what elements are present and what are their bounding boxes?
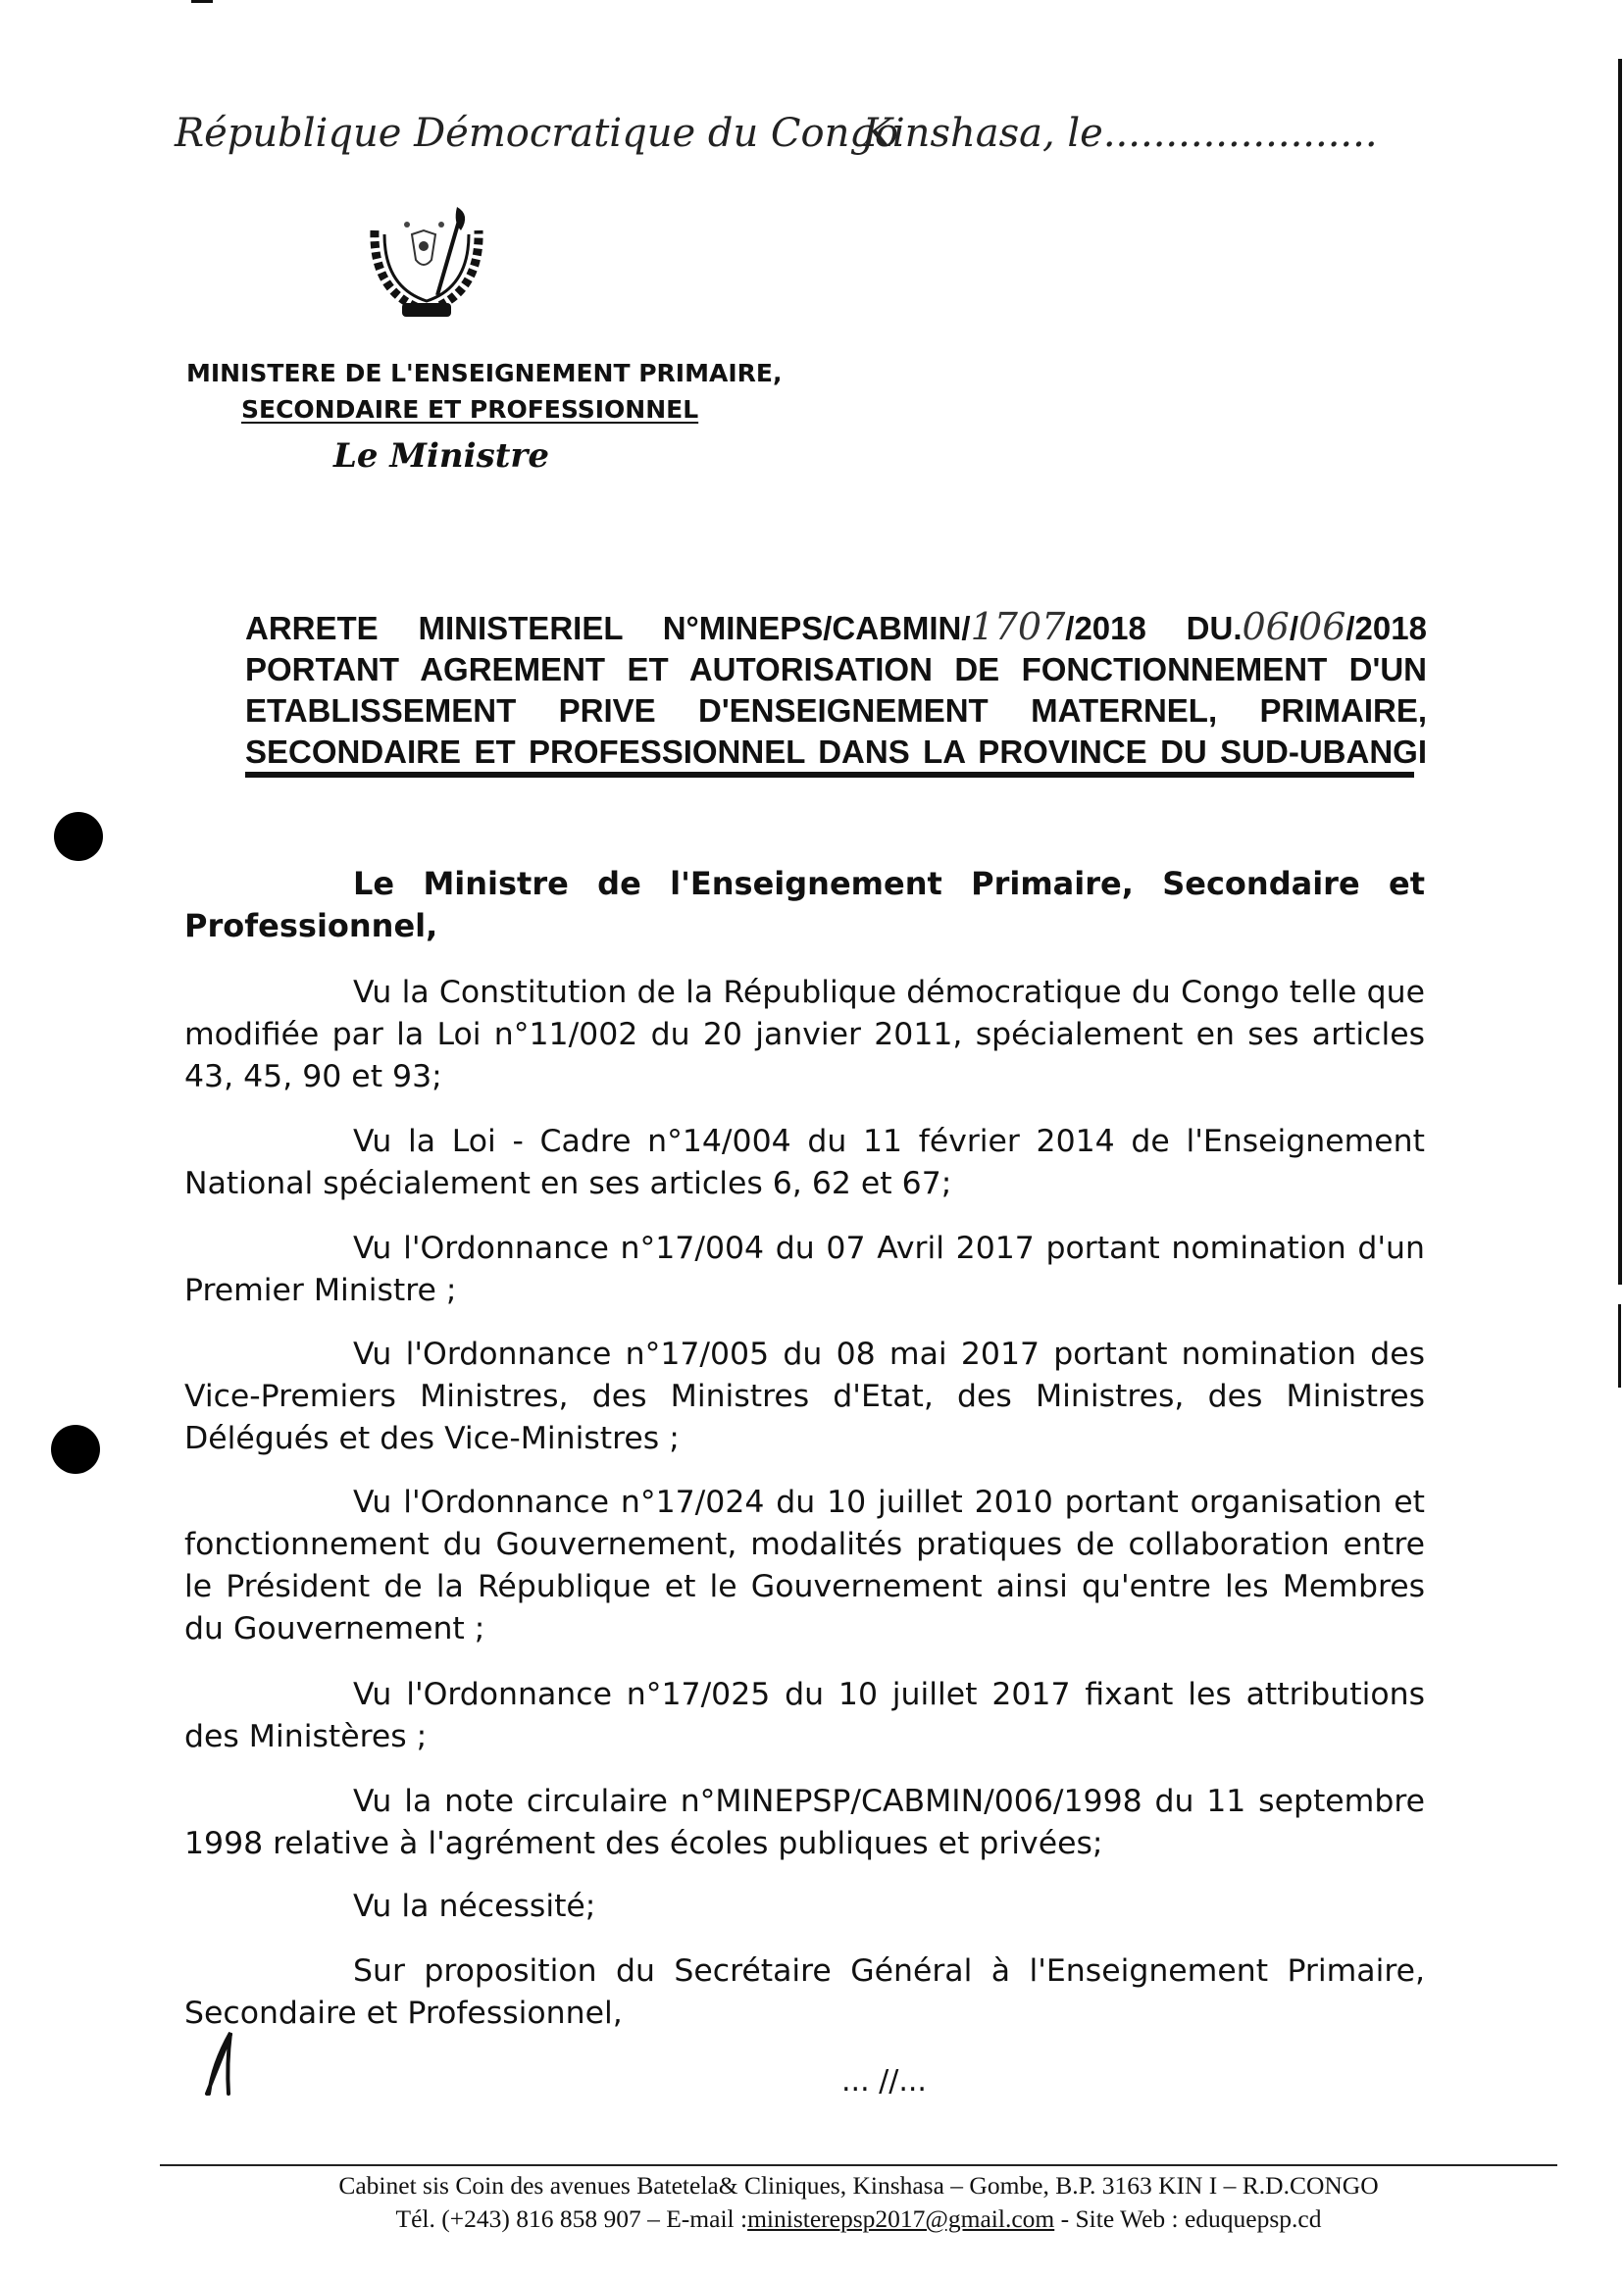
scan-edge-bar-right — [1618, 59, 1622, 1285]
scan-edge-mark-top — [191, 0, 213, 3]
recital-6 — [184, 1674, 1425, 1758]
decree-title-line3: ETABLISSEMENT PRIVE D'ENSEIGNEMENT MATERNEL, PRIMAIRE, — [245, 692, 1427, 729]
recital-7 — [184, 1781, 1425, 1865]
decree-year: /2018 — [1345, 610, 1427, 646]
decree-number-handwritten: 1707 — [970, 605, 1066, 648]
recital-4 — [184, 1334, 1425, 1460]
handwritten-initials — [201, 2025, 250, 2099]
recital-text: Vu la note circulaire n°MINEPSP/CABMIN/006/1998 du 11 septembre 1998 relative à l'agrément des écoles publiques et privées; — [184, 1784, 1425, 1861]
footer-site: - Site Web : eduquepsp.cd — [1054, 2204, 1322, 2233]
footer-tel: Tél. (+243) 816 858 907 – E-mail : — [395, 2204, 748, 2233]
decree-day-handwritten: 06 — [1242, 605, 1290, 648]
footer-address: Cabinet sis Coin des avenues Batetela& Cliniques, Kinshasa – Gombe, B.P. 3163 KIN I – R.D.CONGO — [338, 2171, 1379, 2200]
page-continuation-mark: ... //... — [841, 2064, 927, 2099]
decree-month-handwritten: 06 — [1298, 605, 1346, 648]
scan-edge-bar-right-2 — [1618, 1304, 1621, 1388]
recital-text: Vu l'Ordonnance n°17/024 du 10 juillet 2010 portant organisation et fonctionnement du Gouvernement, modalités pratiques de collaboration entre le Président de la République et le Gouvernement ainsi qu'entre les Membres du Gouvernement ; — [184, 1485, 1425, 1646]
country-name: République Démocratique du Congo — [175, 111, 899, 156]
decree-date-separator: / — [1289, 610, 1299, 646]
decree-prefix: ARRETE MINISTERIEL N°MINEPS/CABMIN/ — [245, 610, 971, 646]
recital-8 — [184, 1886, 1425, 1928]
signatory-title: Le Ministre — [333, 436, 549, 476]
decree-title — [245, 606, 1427, 773]
footer-contact — [160, 2202, 1557, 2236]
recital-text: Vu la Constitution de la République démocratique du Congo telle que modifiée par la Loi n°11/002 du 20 janvier 2011, spécialement en ses articles 43, 45, 90 et 93; — [184, 975, 1425, 1094]
coat-of-arms-emblem — [363, 201, 490, 329]
decree-title-line4: SECONDAIRE ET PROFESSIONNEL DANS LA PROVINCE DU SUD-UBANGI — [245, 734, 1427, 770]
punch-hole-top — [54, 812, 103, 861]
recital-text: Vu l'Ordonnance n°17/005 du 08 mai 2017 portant nomination des Vice-Premiers Ministres, des Ministres d'Etat, des Ministres, des Ministres Délégués et des Vice-Ministres ; — [184, 1337, 1425, 1456]
punch-hole-bottom — [51, 1425, 100, 1474]
opening-text: Le Ministre de l'Enseignement Primaire, Secondaire et Professionnel, — [184, 865, 1425, 944]
decree-du: /2018 DU. — [1065, 610, 1243, 646]
recital-text: Vu l'Ordonnance n°17/004 du 07 Avril 2017 portant nomination d'un Premier Ministre ; — [184, 1231, 1425, 1308]
recital-text: Vu l'Ordonnance n°17/025 du 10 juillet 2017 fixant les attributions des Ministères ; — [184, 1677, 1425, 1754]
decree-title-rule — [245, 772, 1414, 778]
opening-formula — [184, 863, 1425, 947]
recital-9 — [184, 1950, 1425, 2035]
place-date-line: Kinshasa, le...................... — [863, 111, 1378, 156]
ministry-name-line2: SECONDAIRE ET PROFESSIONNEL — [241, 395, 699, 424]
recital-5 — [184, 1482, 1425, 1650]
decree-title-line1 — [245, 606, 1427, 649]
recital-text: Sur proposition du Secrétaire Général à l'Enseignement Primaire, Secondaire et Professionnel, — [184, 1953, 1425, 2031]
recital-1 — [184, 972, 1425, 1098]
recital-2 — [184, 1121, 1425, 1205]
footer-rule — [160, 2164, 1557, 2166]
ministry-name-line1: MINISTERE DE L'ENSEIGNEMENT PRIMAIRE, — [186, 359, 783, 387]
decree-title-line2: PORTANT AGREMENT ET AUTORISATION DE FONCTIONNEMENT D'UN — [245, 651, 1427, 687]
recital-3 — [184, 1228, 1425, 1312]
footer-email-link[interactable]: ministerepsp2017@gmail.com — [747, 2204, 1055, 2233]
recital-text: Vu la Loi - Cadre n°14/004 du 11 février 2014 de l'Enseignement National spécialement en ses articles 6, 62 et 67; — [184, 1124, 1425, 1201]
recital-text: Vu la nécessité; — [353, 1889, 596, 1924]
